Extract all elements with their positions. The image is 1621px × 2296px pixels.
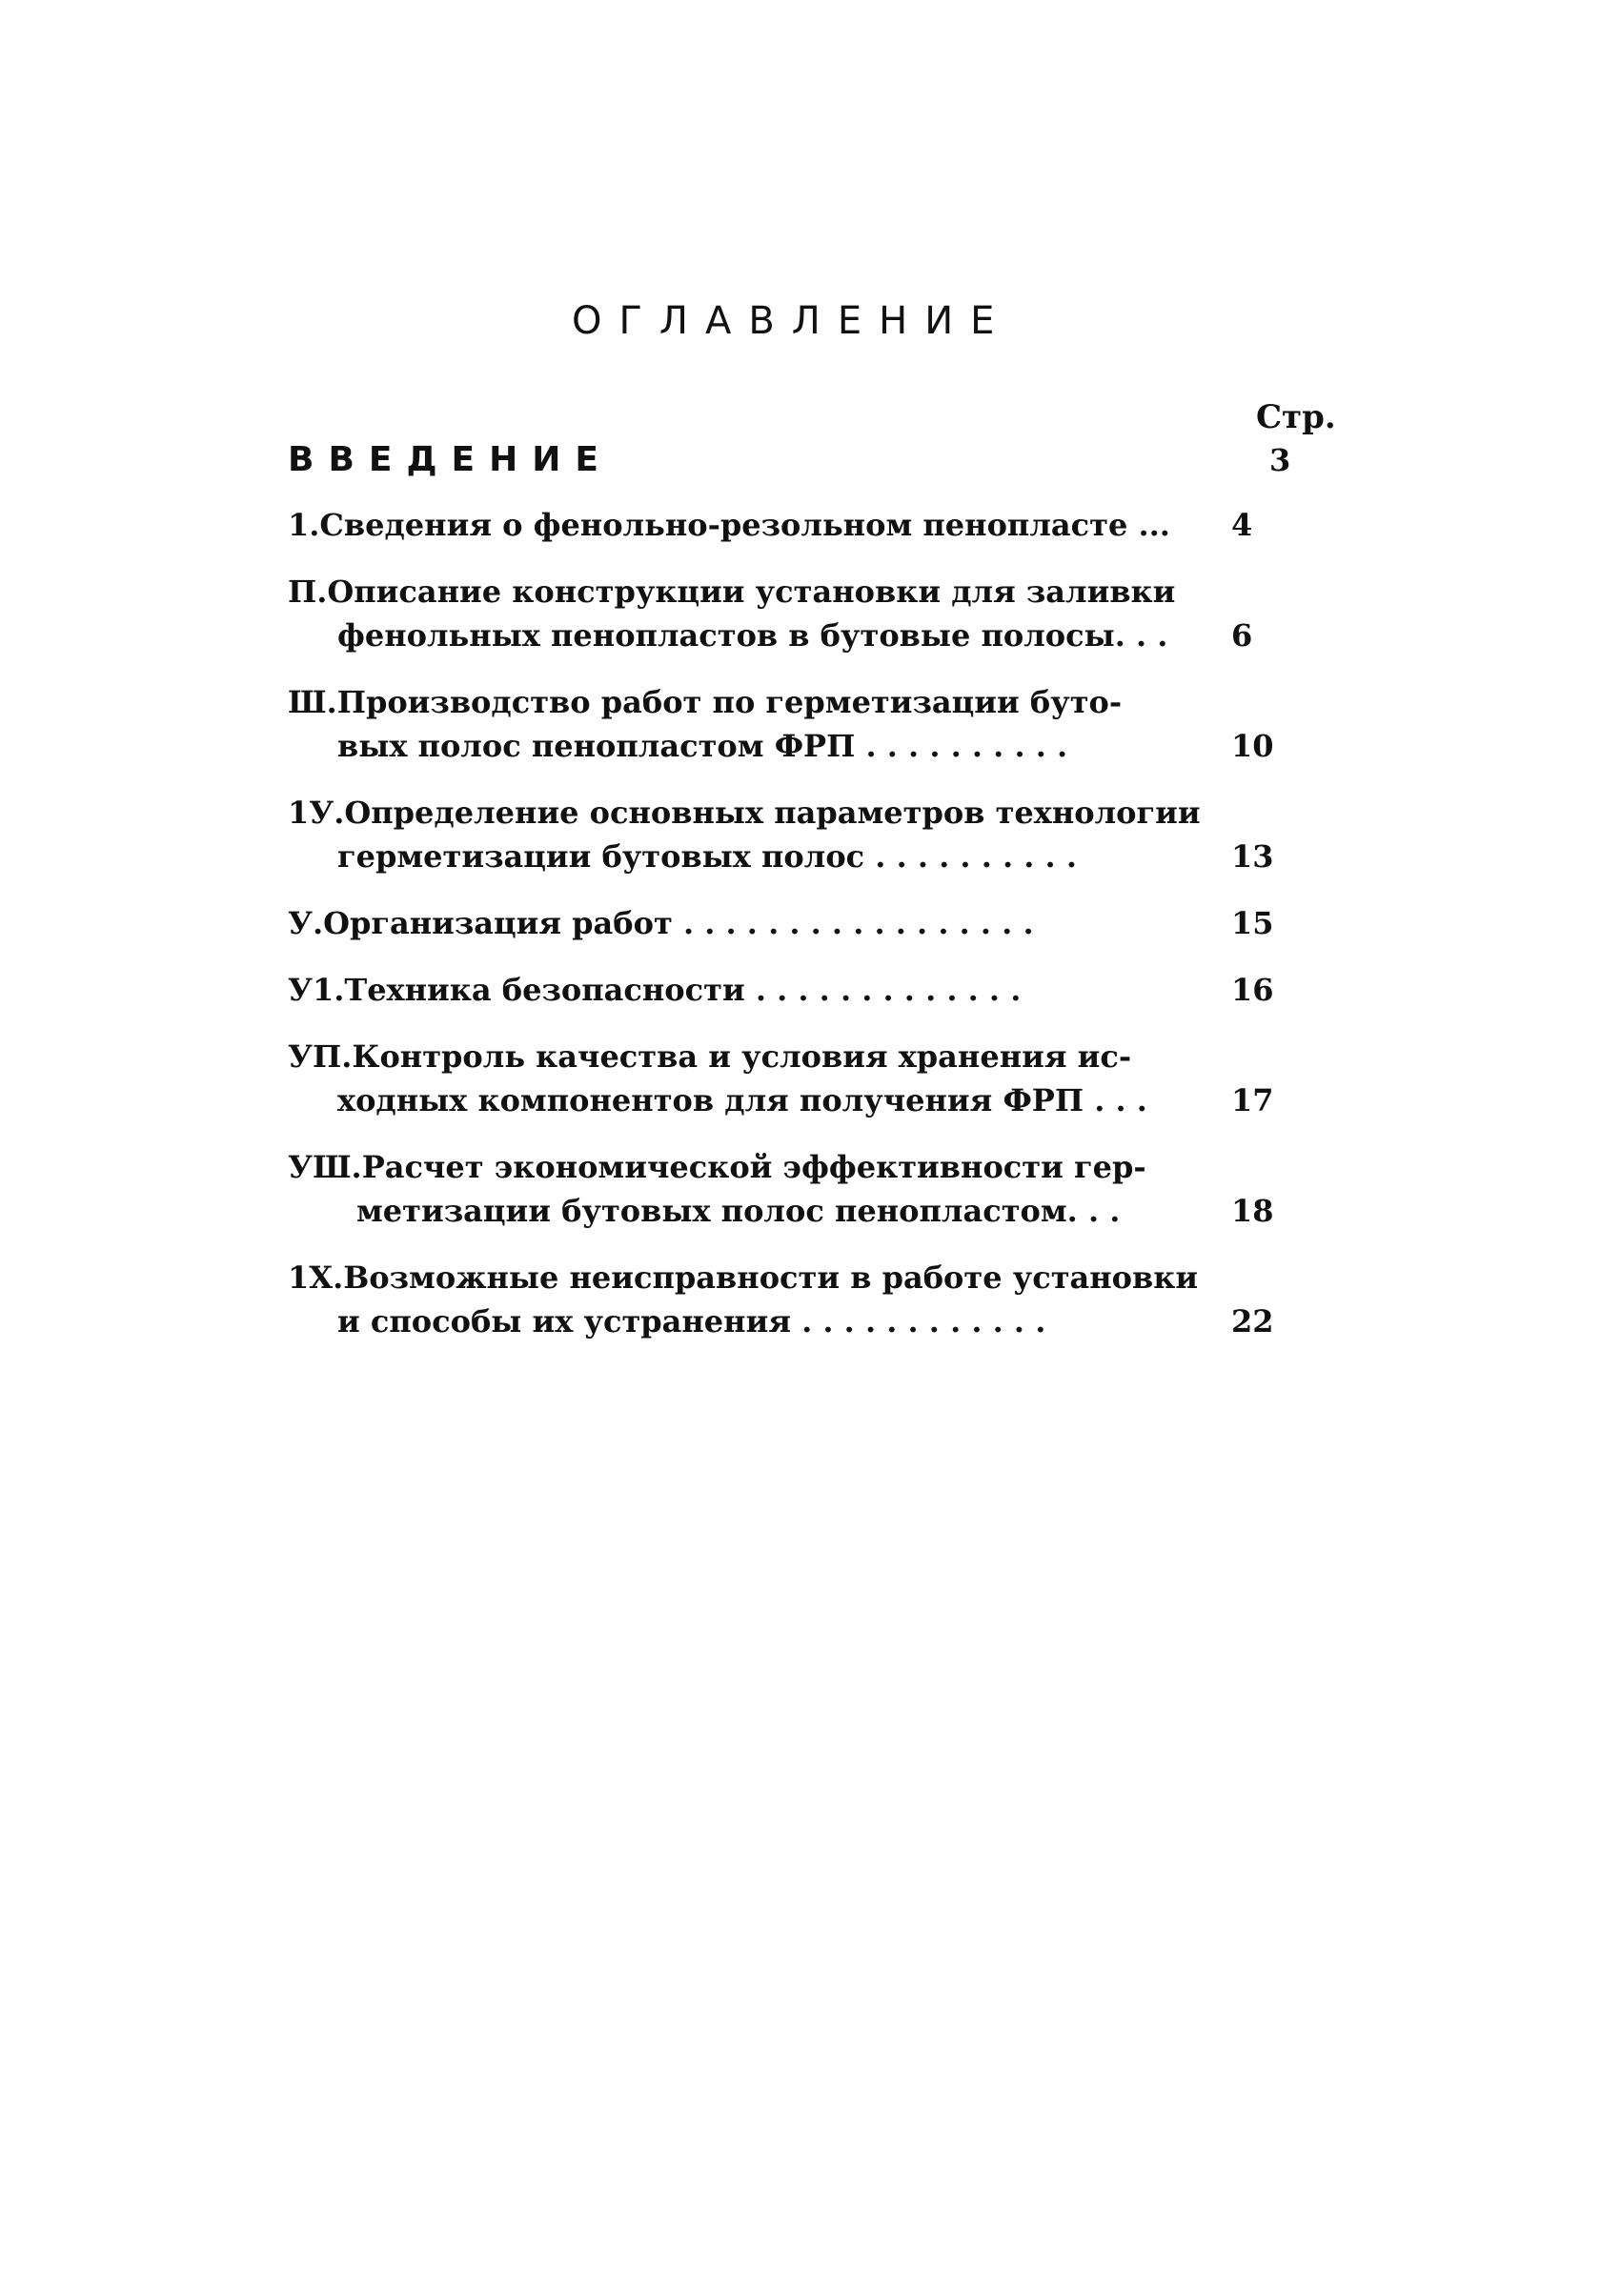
toc-entry-line: фенольных пенопластов в бутовые полосы. . . bbox=[337, 617, 1168, 654]
toc-entry bbox=[288, 968, 1317, 1012]
toc-entry-line: вых полос пенопластом ФРП . . . . . . . . . . bbox=[337, 728, 1068, 764]
toc-entry-text bbox=[288, 680, 1231, 768]
page-title: ОГЛАВЛЕНИЕ bbox=[572, 299, 1012, 343]
toc-entry-line: герметизации бутовых полос . . . . . . . . . . bbox=[337, 838, 1077, 875]
toc-entry bbox=[288, 1256, 1317, 1343]
toc-entry-line: УШ.Расчет экономической эффективности гер- bbox=[288, 1149, 1146, 1185]
toc-intro-page: 3 bbox=[1269, 442, 1291, 478]
toc-entry-page: 15 bbox=[1231, 905, 1274, 941]
toc-entry-page: 16 bbox=[1231, 972, 1274, 1008]
toc-entry-text bbox=[288, 901, 1231, 945]
toc-entry-text bbox=[288, 503, 1231, 547]
toc-entry-text bbox=[288, 1145, 1231, 1233]
toc-entry-text bbox=[288, 1035, 1231, 1122]
toc-entry-page: 6 bbox=[1231, 617, 1253, 654]
toc-entry-line: П.Описание конструкции установки для заливки bbox=[288, 574, 1176, 610]
toc-entry-page: 22 bbox=[1231, 1303, 1274, 1339]
toc-entry-line: Ш.Производство работ по герметизации буто- bbox=[288, 684, 1123, 720]
toc-entry-page: 17 bbox=[1231, 1082, 1274, 1118]
toc-entry-line: 1У.Определение основных параметров технологии bbox=[288, 795, 1201, 831]
toc-entry-line: 1Х.Возможные неисправности в работе установки bbox=[288, 1259, 1199, 1296]
toc-entry-line: и способы их устранения . . . . . . . . . . . . bbox=[337, 1303, 1046, 1339]
toc-entry-line: метизации бутовых полос пенопластом. . . bbox=[356, 1193, 1121, 1229]
toc-intro-row bbox=[288, 436, 1307, 484]
toc-entry-line: У1.Техника безопасности . . . . . . . . . . . . . bbox=[288, 972, 1022, 1008]
toc-entry bbox=[288, 503, 1317, 547]
toc-entry-text bbox=[288, 1256, 1231, 1343]
toc-entry-line: У.Организация работ . . . . . . . . . . . . . . . . . bbox=[288, 905, 1034, 941]
toc-list bbox=[288, 503, 1317, 1366]
toc-entry-line: УП.Контроль качества и условия хранения ис- bbox=[288, 1038, 1132, 1075]
toc-entry-page: 4 bbox=[1231, 507, 1253, 543]
toc-entry bbox=[288, 1145, 1317, 1233]
toc-entry-text bbox=[288, 968, 1231, 1012]
toc-entry-line: ходных компонентов для получения ФРП . . . bbox=[337, 1082, 1147, 1118]
toc-entry-page: 18 bbox=[1231, 1193, 1274, 1229]
toc-entry bbox=[288, 901, 1317, 945]
toc-entry bbox=[288, 680, 1317, 768]
toc-entry-text bbox=[288, 791, 1231, 878]
toc-intro-label: ВВЕДЕНИЕ bbox=[288, 440, 613, 479]
toc-entry-page: 13 bbox=[1231, 838, 1274, 875]
toc-entry bbox=[288, 791, 1317, 878]
toc-entry bbox=[288, 1035, 1317, 1122]
page-column-label: Стр. bbox=[1256, 398, 1336, 436]
toc-entry-text bbox=[288, 570, 1231, 657]
toc-entry-page: 10 bbox=[1231, 728, 1274, 764]
toc-entry bbox=[288, 570, 1317, 657]
toc-entry-line: 1.Сведения о фенольно-резольном пенопласте ... bbox=[288, 507, 1170, 543]
